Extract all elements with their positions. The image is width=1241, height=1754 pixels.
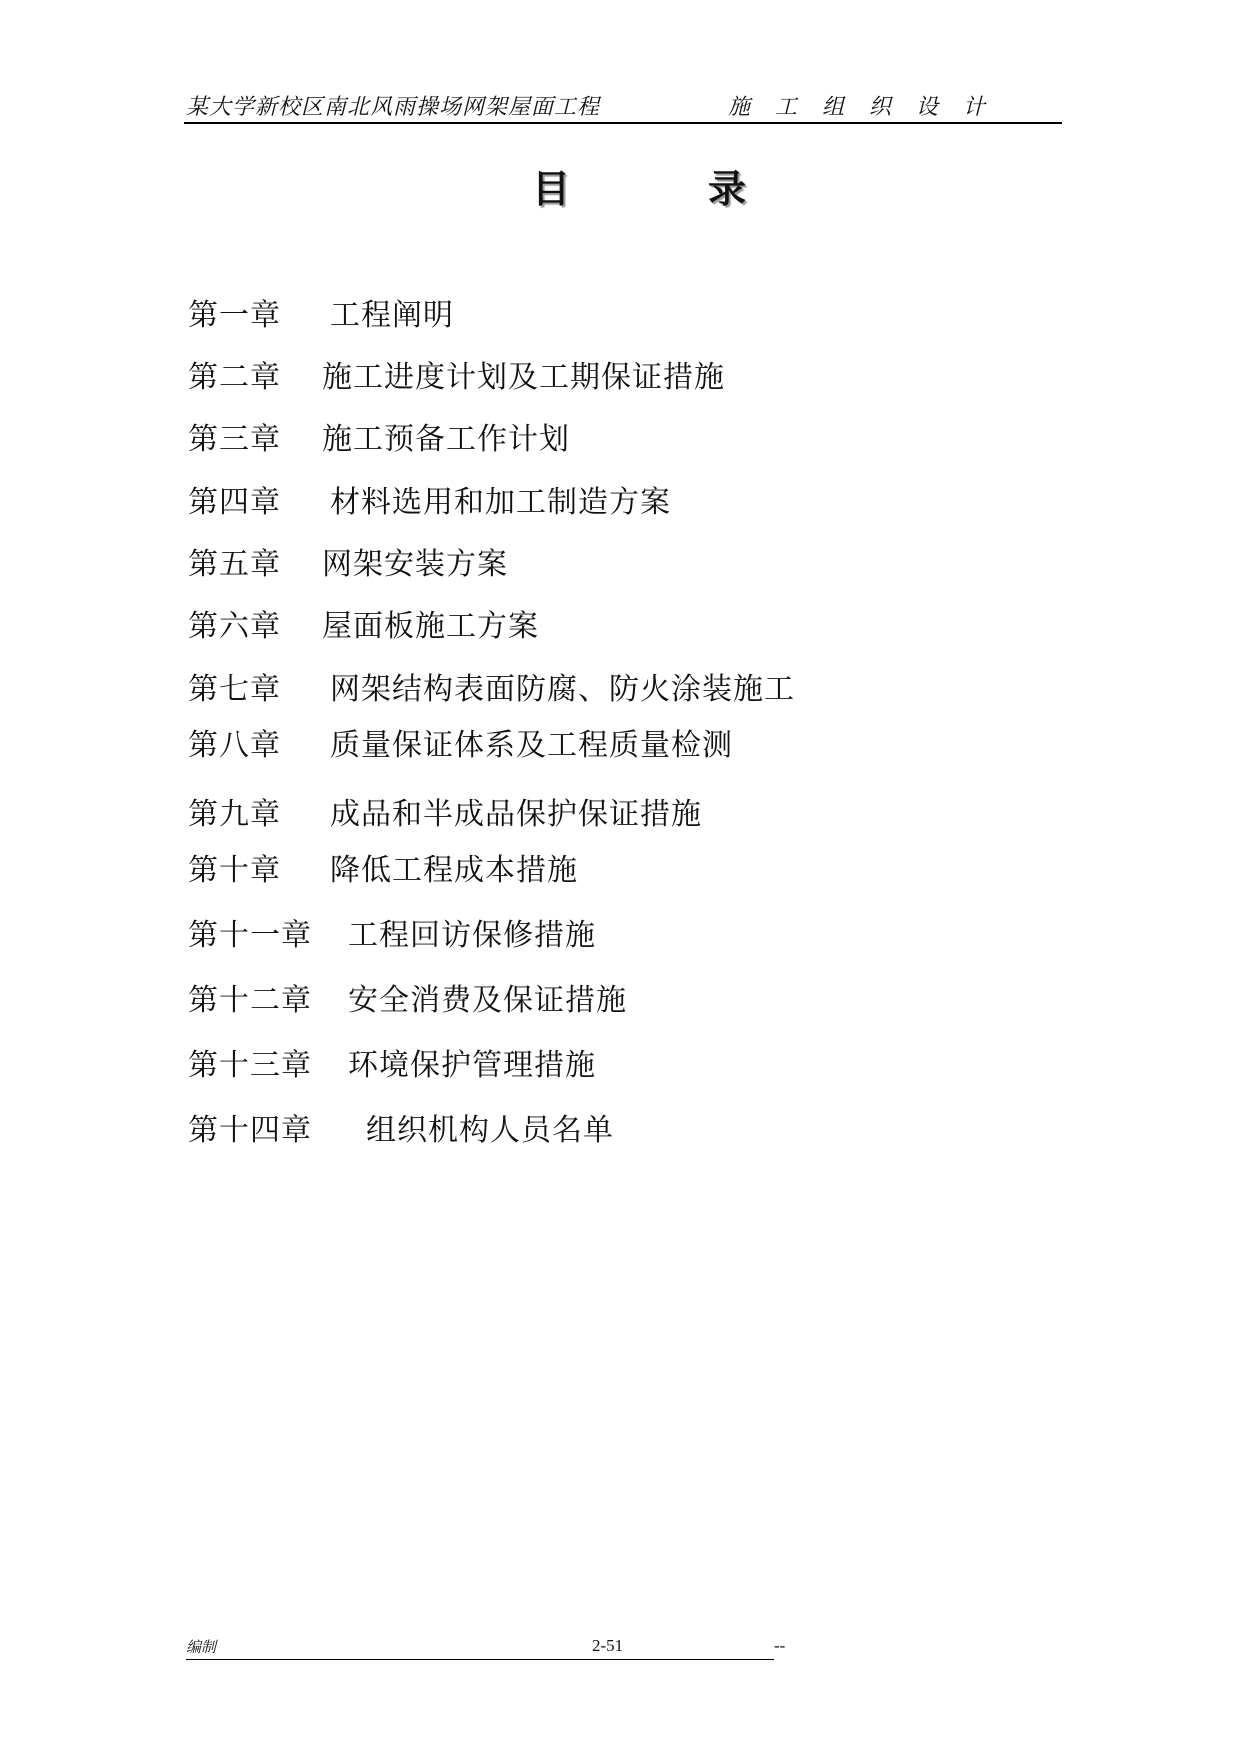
- page-footer: [186, 1636, 786, 1662]
- title-char-2: 录: [708, 166, 747, 211]
- page-header: [184, 88, 1062, 124]
- title-char-1: 目: [532, 166, 571, 211]
- toc-chapter: 第八章: [188, 728, 281, 763]
- toc-chapter: 第十二章: [188, 983, 312, 1018]
- toc-item: [188, 789, 702, 833]
- page-title: [0, 158, 1241, 218]
- toc-chapter-title: 施工预备工作计划: [322, 422, 570, 457]
- toc-item: [188, 414, 570, 458]
- toc-chapter-title: 网架安装方案: [322, 547, 508, 582]
- toc-chapter: 第十一章: [188, 918, 312, 953]
- toc-chapter: 第十章: [188, 853, 281, 888]
- toc-item: [188, 845, 578, 889]
- toc-item: [188, 601, 539, 645]
- toc-chapter-title: 质量保证体系及工程质量检测: [330, 728, 733, 763]
- toc-chapter-title: 成品和半成品保护保证措施: [330, 797, 702, 832]
- header-project-name: 某大学新校区南北风雨操场网架屋面工程: [186, 95, 601, 120]
- toc-chapter: 第三章: [188, 422, 281, 457]
- toc-chapter-title: 材料选用和加工制造方案: [330, 485, 671, 520]
- toc-item: [188, 352, 725, 396]
- toc-chapter: 第一章: [188, 298, 281, 333]
- toc-item: [188, 910, 596, 954]
- toc-chapter-title: 组织机构人员名单: [366, 1113, 614, 1148]
- toc-item: [188, 720, 733, 764]
- footer-dash: --: [774, 1636, 786, 1655]
- toc-chapter: 第四章: [188, 485, 281, 520]
- toc-item: [188, 477, 671, 521]
- toc-chapter-title: 安全消费及保证措施: [348, 983, 627, 1018]
- toc-chapter-title: 屋面板施工方案: [322, 609, 539, 644]
- toc-item: [188, 539, 508, 583]
- toc-chapter-title: 环境保护管理措施: [348, 1048, 596, 1083]
- toc-chapter: 第七章: [188, 672, 281, 707]
- toc-chapter: 第五章: [188, 547, 281, 582]
- toc-chapter: 第十四章: [188, 1113, 312, 1148]
- footer-divider: [186, 1659, 774, 1660]
- toc-item: [188, 1040, 596, 1084]
- toc-chapter-title: 施工进度计划及工期保证措施: [322, 360, 725, 395]
- toc-chapter-title: 工程回访保修措施: [348, 918, 596, 953]
- toc-item: [188, 290, 454, 334]
- toc-chapter: 第六章: [188, 609, 281, 644]
- toc-chapter-title: 降低工程成本措施: [330, 853, 578, 888]
- toc-item: [188, 1105, 614, 1149]
- toc-chapter: 第九章: [188, 797, 281, 832]
- toc-chapter: 第十三章: [188, 1048, 312, 1083]
- toc-chapter: 第二章: [188, 360, 281, 395]
- toc-chapter-title: 工程阐明: [330, 298, 454, 333]
- toc-item: [188, 664, 795, 708]
- footer-page-number: 2-51: [592, 1636, 624, 1655]
- toc-item: [188, 975, 627, 1019]
- footer-editor-label: 编制: [186, 1638, 217, 1656]
- header-doc-type: 施 工 组 织 设 计: [728, 95, 994, 120]
- toc-chapter-title: 网架结构表面防腐、防火涂装施工: [330, 672, 795, 707]
